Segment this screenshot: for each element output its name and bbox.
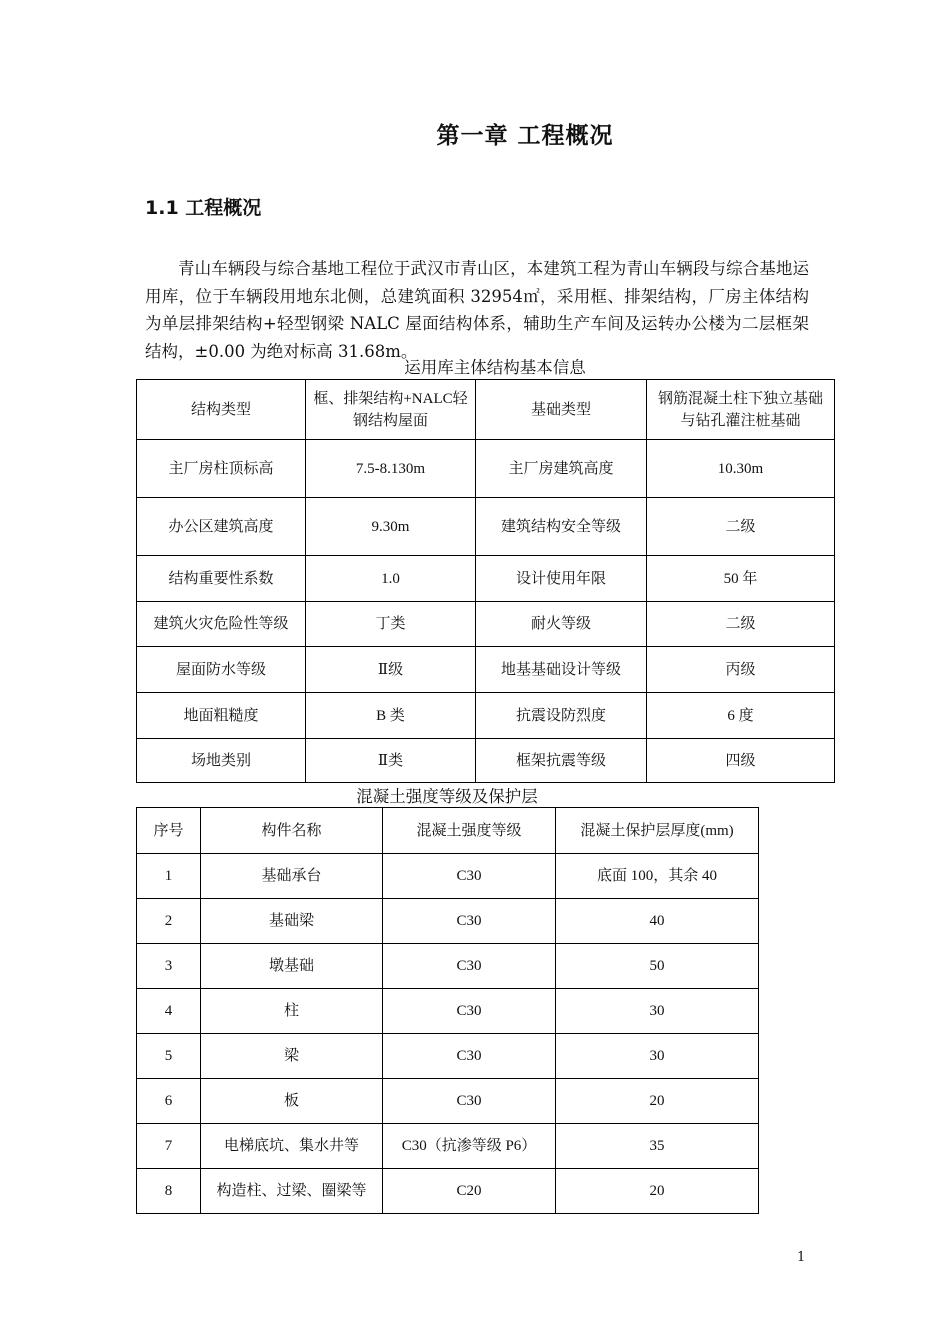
table-row: [137, 647, 835, 693]
table-cell: 柱: [201, 989, 383, 1034]
table-cell: 3: [137, 944, 201, 989]
page-number: 1: [797, 1250, 806, 1265]
table-cell: 50: [556, 944, 759, 989]
table-cell: C30（抗渗等级 P6）: [383, 1124, 556, 1169]
table-cell: 5: [137, 1034, 201, 1079]
table-cell: C30: [383, 899, 556, 944]
table-cell: C30: [383, 1079, 556, 1124]
table-cell: C30: [383, 1034, 556, 1079]
table-cell: 钢筋混凝土柱下独立基础与钻孔灌注桩基础: [647, 380, 835, 440]
table-cell: 35: [556, 1124, 759, 1169]
table-cell: 1.0: [306, 556, 476, 602]
table-cell: 地基基础设计等级: [476, 647, 647, 693]
table-header-cell: 序号: [137, 808, 201, 854]
table-cell: 6 度: [647, 693, 835, 739]
table-cell: 主厂房建筑高度: [476, 440, 647, 498]
table-cell: 板: [201, 1079, 383, 1124]
structure-info-table: [136, 379, 835, 783]
table-cell: 基础梁: [201, 899, 383, 944]
table-cell: 丙级: [647, 647, 835, 693]
table-cell: 9.30m: [306, 498, 476, 556]
table-cell: 30: [556, 1034, 759, 1079]
table-cell: 结构重要性系数: [137, 556, 306, 602]
table-cell: 2: [137, 899, 201, 944]
table-cell: 结构类型: [137, 380, 306, 440]
table1-caption: 运用库主体结构基本信息: [404, 358, 586, 377]
table-cell: 6: [137, 1079, 201, 1124]
section-heading: 1.1 工程概况: [145, 197, 262, 219]
table-row: [137, 602, 835, 647]
table-cell: C30: [383, 989, 556, 1034]
table-cell: 建筑火灾危险性等级: [137, 602, 306, 647]
table-row: [137, 739, 835, 783]
table-cell: 抗震设防烈度: [476, 693, 647, 739]
table-cell: 50 年: [647, 556, 835, 602]
table-cell: 10.30m: [647, 440, 835, 498]
table-cell: 屋面防水等级: [137, 647, 306, 693]
table-cell: 4: [137, 989, 201, 1034]
table-row: [137, 854, 759, 899]
table-cell: C30: [383, 944, 556, 989]
table-cell: 底面 100，其余 40: [556, 854, 759, 899]
table-cell: 1: [137, 854, 201, 899]
table-row: [137, 1079, 759, 1124]
table-cell: 主厂房柱顶标高: [137, 440, 306, 498]
table-cell: 丁类: [306, 602, 476, 647]
table-cell: 20: [556, 1079, 759, 1124]
table-row: [137, 1169, 759, 1214]
table-header-cell: 混凝土强度等级: [383, 808, 556, 854]
table-cell: 二级: [647, 602, 835, 647]
table-cell: 基础类型: [476, 380, 647, 440]
table-row: [137, 380, 835, 440]
table-cell: 构造柱、过梁、圈梁等: [201, 1169, 383, 1214]
table-cell: 二级: [647, 498, 835, 556]
table-cell: 基础承台: [201, 854, 383, 899]
table-row: [137, 1034, 759, 1079]
table-cell: 7: [137, 1124, 201, 1169]
table-cell: 框架抗震等级: [476, 739, 647, 783]
table-cell: 7.5-8.130m: [306, 440, 476, 498]
table-row: [137, 899, 759, 944]
table-row: [137, 1124, 759, 1169]
table2-caption: 混凝土强度等级及保护层: [356, 787, 538, 806]
table-cell: C20: [383, 1169, 556, 1214]
table-cell: 20: [556, 1169, 759, 1214]
table-header-cell: 混凝土保护层厚度(mm): [556, 808, 759, 854]
table-cell: 设计使用年限: [476, 556, 647, 602]
table-cell: 建筑结构安全等级: [476, 498, 647, 556]
table-row: [137, 693, 835, 739]
table-cell: 40: [556, 899, 759, 944]
table-cell: 场地类别: [137, 739, 306, 783]
project-overview-paragraph: 青山车辆段与综合基地工程位于武汉市青山区，本建筑工程为青山车辆段与综合基地运用库，位于车辆段用地东北侧，总建筑面积 32954㎡，采用框、排架结构，厂房主体结构为单层排架结构+轻型钢梁 NALC 屋面结构体系，辅助生产车间及运转办公楼为二层框架结构，±0.00 为绝对标高 31.68m。: [145, 259, 809, 361]
table-cell: 墩基础: [201, 944, 383, 989]
table-cell: Ⅱ类: [306, 739, 476, 783]
table-row: [137, 556, 835, 602]
table-row: [137, 944, 759, 989]
table-cell: C30: [383, 854, 556, 899]
table-cell: 耐火等级: [476, 602, 647, 647]
table-header-row: [137, 808, 759, 854]
table-row: [137, 498, 835, 556]
table-cell: 电梯底坑、集水井等: [201, 1124, 383, 1169]
chapter-title: 第一章 工程概况: [436, 122, 614, 149]
table-header-cell: 构件名称: [201, 808, 383, 854]
table-cell: B 类: [306, 693, 476, 739]
table-row: [137, 989, 759, 1034]
concrete-grade-table: [136, 807, 759, 1214]
table-cell: 框、排架结构+NALC轻钢结构屋面: [306, 380, 476, 440]
table-cell: 梁: [201, 1034, 383, 1079]
table-cell: Ⅱ级: [306, 647, 476, 693]
table-cell: 四级: [647, 739, 835, 783]
table-cell: 办公区建筑高度: [137, 498, 306, 556]
table-cell: 8: [137, 1169, 201, 1214]
table-cell: 地面粗糙度: [137, 693, 306, 739]
table-row: [137, 440, 835, 498]
table-cell: 30: [556, 989, 759, 1034]
